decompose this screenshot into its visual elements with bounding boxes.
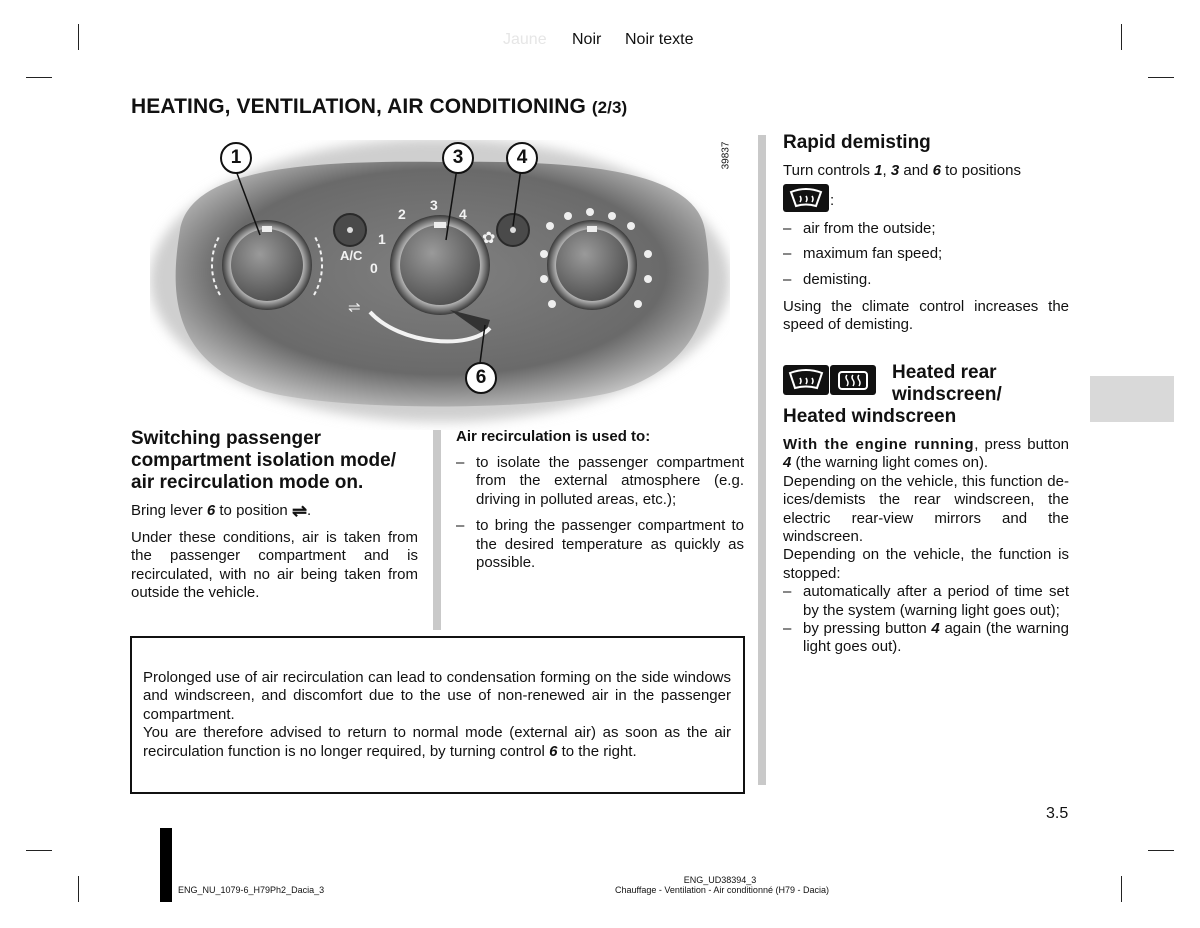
turn-controls-text — [783, 162, 1069, 180]
warning-p2-number: 6 — [549, 742, 558, 760]
temp-dot-red — [634, 300, 642, 308]
crop-mark — [78, 876, 79, 902]
callout-4: 4 — [506, 142, 538, 174]
engine-running-text — [783, 436, 1069, 473]
column-separator — [433, 430, 441, 630]
turn-suffix: to positions — [940, 162, 1021, 179]
warning-p2-prefix: You are therefore advised to return to normal mode (external air) as soon as the air recirculation function is no longer required, by turning control — [143, 724, 731, 760]
crop-mark — [78, 24, 79, 50]
depending-paragraph-1: Depending on the vehicle, this function de-ices/demists the rear windscreen, the electric rear-view mirrors and the windscreen. — [783, 472, 1069, 546]
engine-running-rest: , press button — [974, 436, 1070, 453]
temp-dot-blue — [540, 250, 548, 258]
fan-icon: ✿ — [482, 230, 496, 247]
dial-label-4: 4 — [459, 206, 467, 222]
dial-label-0: 0 — [370, 260, 378, 276]
bring-lever-text — [131, 502, 421, 520]
rapid-item: – air from the outside; — [783, 220, 1069, 238]
page-title-part: (2/3) — [591, 98, 628, 117]
climate-control-note: Using the climate control increases the speed of demisting. — [783, 298, 1069, 334]
temp-dot-blue — [564, 212, 572, 220]
bring-lever-prefix: Bring lever — [131, 502, 207, 519]
heated-heading-line-2: windscreen/ — [892, 384, 1002, 405]
recirculation-list — [456, 454, 744, 572]
bring-lever-number: 6 — [206, 502, 216, 519]
control-6-ref: 6 — [932, 162, 941, 179]
warning-p2-suffix: to the right. — [557, 742, 637, 760]
windscreen-heat-icon — [783, 365, 829, 395]
section-tab — [1090, 376, 1174, 422]
rapid-item: – demisting. — [783, 271, 1069, 289]
recirculation-item: – to isolate the passenger compartment from the external atmosphere (e.g. driving in polluted areas, etc.); — [456, 454, 744, 509]
color-label-noir: Noir — [572, 31, 602, 48]
heated-windscreen-icon — [783, 365, 829, 395]
warning-text — [143, 669, 731, 761]
stop-item-prefix: by pressing button — [803, 620, 932, 638]
crop-mark — [1148, 77, 1174, 78]
turn-separator: , — [882, 162, 891, 179]
page-title-main: HEATING, VENTILATION, AIR CONDITIONING — [131, 95, 586, 118]
column-separator — [758, 135, 766, 785]
warning-paragraph-1: Prolonged use of air recirculation can lead to condensation forming on the side windows and windscreen, and discomfort due to the use of non-renewed air in the passenger compartment. — [143, 669, 731, 723]
dial-label-2: 2 — [398, 206, 406, 222]
dial-label-3: 3 — [430, 197, 438, 213]
heated-rear-screen-icon — [830, 365, 876, 395]
heated-heading-line-3: Heated windscreen — [783, 406, 957, 427]
callout-6: 6 — [465, 362, 497, 394]
dial-label-1: 1 — [378, 231, 386, 247]
temp-dot-blue — [540, 275, 548, 283]
rapid-demisting-heading: Rapid demisting — [783, 132, 931, 153]
rapid-item: – maximum fan speed; — [783, 245, 1069, 263]
temp-dot-blue — [586, 208, 594, 216]
heated-description — [783, 436, 1069, 657]
engine-running-bold: With the engine running — [783, 436, 975, 453]
ac-label: A/C — [340, 248, 363, 263]
callout-3: 3 — [442, 142, 474, 174]
stop-item: – automatically after a period of time set by the system (warning light goes out); — [783, 583, 1069, 620]
page-title — [131, 95, 627, 119]
crop-mark — [1148, 850, 1174, 851]
warning-paragraph-2 — [143, 724, 731, 761]
bring-lever-suffix: to position — [215, 502, 292, 519]
isolation-paragraph: Under these conditions, air is taken from the passenger compartment and is recirculated, with no air being taken from outside the vehicle. — [131, 529, 418, 602]
footer-black-bar — [160, 828, 172, 902]
temp-dot-red — [644, 275, 652, 283]
recirculation-item: – to bring the passenger compartment to the desired temperature as quickly as possible. — [456, 517, 744, 572]
temp-dot-red — [608, 212, 616, 220]
stop-item-suffix: again (the warning light goes out). — [803, 620, 1069, 656]
turn-prefix: Turn controls — [783, 162, 875, 179]
turn-and: and — [899, 162, 933, 179]
figure-reference: 39837 — [720, 141, 732, 170]
page-number: 3.5 — [1046, 805, 1069, 822]
bring-lever-end: . — [307, 502, 312, 519]
control-1-ref: 1 — [874, 162, 883, 179]
color-label-noir-texte: Noir texte — [625, 31, 694, 48]
control-panel-drawing — [150, 140, 730, 430]
demist-position-icon — [783, 184, 829, 212]
color-label-jaune: Jaune — [503, 31, 547, 48]
button-4-ref: 4 — [783, 454, 792, 472]
isolation-heading: Switching passenger compartment isolation mode/ air recirculation mode on. — [131, 428, 396, 493]
crop-mark — [26, 850, 52, 851]
temp-dot-red — [627, 222, 635, 230]
stop-item — [783, 620, 1069, 657]
recirculation-icon: ⇌ — [348, 299, 361, 316]
heated-heading-line-1: Heated rear — [892, 362, 997, 383]
crop-mark — [1121, 24, 1122, 50]
control-3-ref: 3 — [890, 162, 900, 179]
temp-dot-red — [644, 250, 652, 258]
callout-1: 1 — [220, 142, 252, 174]
recirculation-heading: Air recirculation is used to: — [456, 428, 651, 445]
engine-running-end: (the warning light comes on). — [791, 454, 989, 472]
temp-dot-blue — [546, 222, 554, 230]
stop-conditions-list — [783, 583, 1069, 657]
control-panel-figure — [150, 140, 730, 430]
windscreen-demist-icon — [783, 184, 829, 212]
footer-center-title: Chauffage - Ventilation - Air conditionné (H79 - Dacia) — [615, 885, 829, 895]
recirculation-position-icon: ⇌ — [291, 501, 308, 521]
button-4-ref: 4 — [931, 620, 940, 638]
depending-paragraph-2: Depending on the vehicle, the function is stopped: — [783, 546, 1069, 582]
rear-screen-heat-icon — [830, 365, 876, 395]
temp-dot-blue — [548, 300, 556, 308]
crop-mark — [26, 77, 52, 78]
footer-center-code: ENG_UD38394_3 — [683, 875, 757, 885]
crop-mark — [1121, 876, 1122, 902]
rapid-demisting-list — [783, 220, 1069, 289]
demist-colon: : — [830, 192, 835, 209]
footer-left-code: ENG_NU_1079-6_H79Ph2_Dacia_3 — [178, 885, 325, 895]
